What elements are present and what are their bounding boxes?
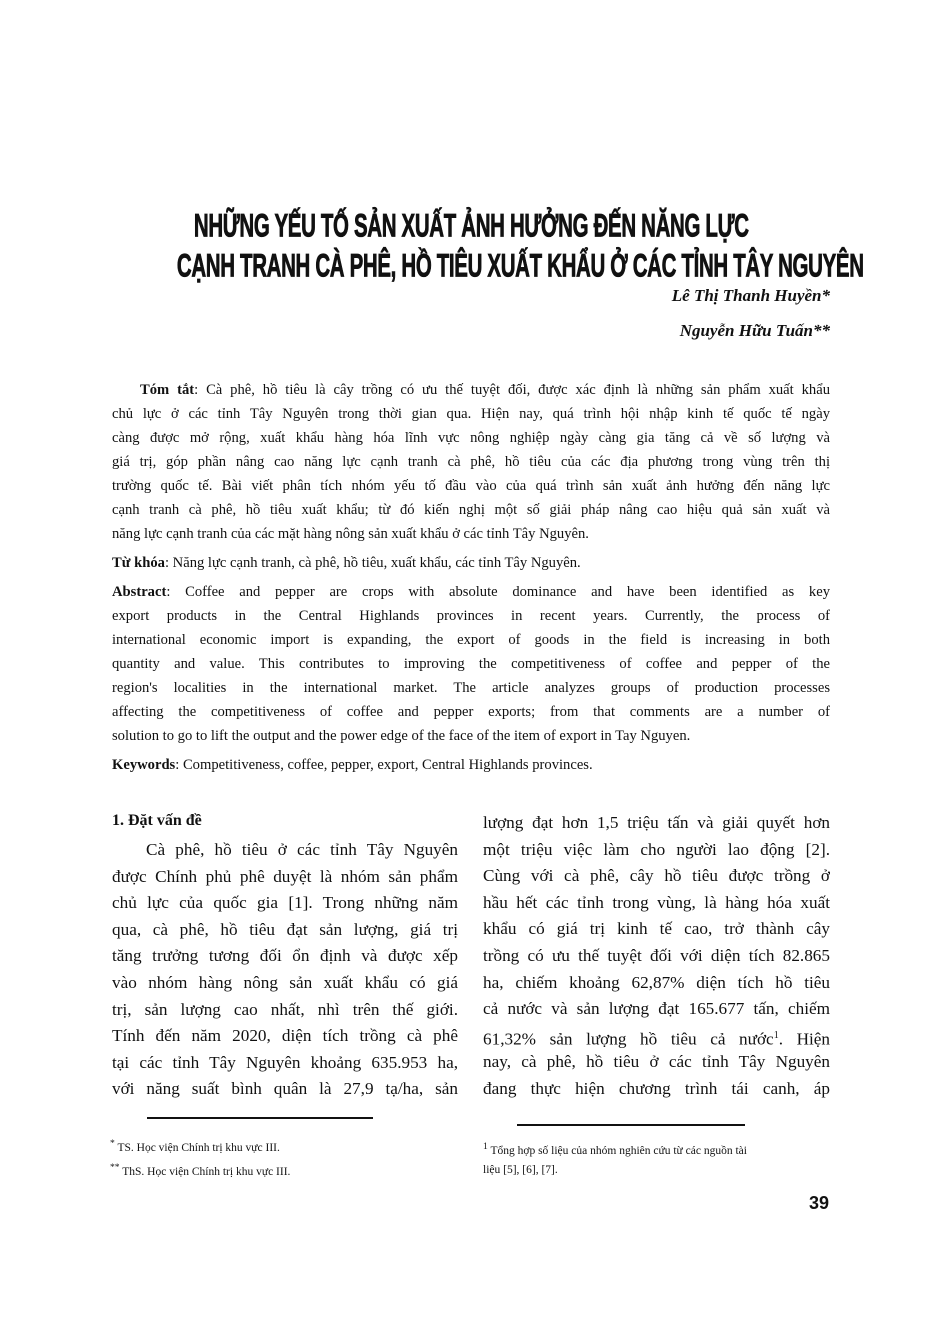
line-text: chủ lực của quốc gia [1]. Trong những năm — [112, 893, 458, 913]
line-text: cả nước và sản lượng đạt 165.677 tấn, chiếm — [483, 999, 830, 1019]
line-text: chủ lực ở các tỉnh Tây Nguyên trong thời gian qua. Hiện nay, quá trình hội nhập kinh tế quốc tế ngày — [112, 406, 830, 422]
text-line — [483, 837, 830, 864]
footnote-text: liệu [5], [6], [7]. — [483, 1163, 558, 1176]
text-line — [112, 426, 830, 450]
line-text: đang thực hiện chương trình tái canh, áp — [483, 1078, 830, 1098]
text-line — [112, 628, 830, 652]
footnote-text: Tổng hợp số liệu của nhóm nghiên cứu từ các nguồn tài — [487, 1144, 747, 1157]
text-line — [112, 837, 458, 864]
keywords-text: : Competitiveness, coffee, pepper, export, Central Highlands provinces. — [175, 757, 593, 773]
footnote-right — [483, 1137, 747, 1180]
line-text: ha, chiếm khoảng 62,87% diện tích hồ tiêu — [483, 972, 830, 992]
paper-title-line-1 — [0, 208, 943, 244]
text-line — [112, 604, 830, 628]
left-column — [112, 837, 458, 1103]
text-line — [112, 1076, 458, 1103]
line-text: trị, sản lượng cao nhất, nhì trên thế giới. — [112, 999, 458, 1019]
title-text: NHỮNG YẾU TỐ SẢN XUẤT ẢNH HƯỞNG ĐẾN NĂNG LỰC — [194, 207, 749, 244]
keywords-english — [112, 753, 830, 777]
line-text: . Hiện — [778, 1029, 830, 1049]
text-line — [112, 450, 830, 474]
line-text: năng lực cạnh tranh của các mặt hàng nông sản xuất khẩu ở các tỉnh Tây Nguyên. — [112, 526, 589, 542]
keywords-label: Từ khóa — [112, 555, 165, 571]
text-line — [112, 580, 830, 604]
text-line — [112, 700, 830, 724]
paragraph-label: Tóm tắt — [140, 382, 195, 398]
line-text: càng được mở rộng, xuất khẩu hàng hóa lĩnh vực nông nghiệp ngày càng gia tăng cả về số lượng và — [112, 430, 830, 446]
text-line — [112, 474, 830, 498]
author-2: Nguyễn Hữu Tuấn** — [679, 321, 830, 340]
paper-title-line-2 — [0, 248, 943, 284]
text-line — [112, 864, 458, 891]
text-line — [112, 724, 830, 748]
summary-vietnamese — [112, 378, 830, 546]
text-line — [483, 916, 830, 943]
keywords-label: Keywords — [112, 757, 176, 773]
footnote-reference: 1 — [773, 1029, 779, 1041]
text-line — [112, 970, 458, 997]
text-line — [483, 1076, 830, 1103]
footnotes-left — [110, 1134, 290, 1182]
line-text: export products in the Central Highlands provinces in recent years. Currently, the process of — [112, 608, 830, 624]
keywords-vietnamese — [112, 551, 830, 575]
footnote-author-1 — [110, 1134, 290, 1158]
line-text: affecting the competitiveness of coffee and pepper exports; from that comments are a number of — [112, 704, 830, 720]
right-column — [483, 810, 830, 1103]
footnote-divider-left — [147, 1117, 373, 1119]
text-line — [483, 996, 830, 1023]
line-text: cạnh tranh cà phê, hồ tiêu xuất khẩu; từ đó kiến nghị một số giải pháp nâng cao hiệu quả sản xuất và — [112, 502, 830, 518]
text-line — [112, 890, 458, 917]
text-line — [112, 917, 458, 944]
line-text: region's localities in the international market. The article analyzes groups of production processes — [112, 680, 830, 696]
line-text: nay, cà phê, hồ tiêu ở các tỉnh Tây Nguyên — [483, 1052, 830, 1072]
text-line — [112, 1023, 458, 1050]
text-line — [112, 943, 458, 970]
line-text: tăng trưởng tương đối ổn định và được xếp — [112, 946, 458, 966]
text-line — [112, 378, 830, 402]
line-text: Cà phê, hồ tiêu ở các tỉnh Tây Nguyên — [146, 840, 458, 859]
line-text: giá trị, góp phần nâng cao năng lực cạnh tranh cà phê, hồ tiêu của các địa phương trong vùng trên thị — [112, 454, 830, 470]
text-line — [112, 997, 458, 1024]
line-text: international economic import is expanding, the export of goods in the field is increasing in both — [112, 632, 830, 648]
text-line — [112, 676, 830, 700]
line-text: solution to go to lift the output and the power edge of the face of the item of export in Tay Nguyen. — [112, 728, 691, 744]
keywords-text: : Năng lực cạnh tranh, cà phê, hồ tiêu, xuất khẩu, các tỉnh Tây Nguyên. — [164, 555, 581, 571]
text-line — [483, 1023, 830, 1050]
section-heading: 1. Đặt vấn đề — [112, 812, 202, 829]
text-line — [483, 1049, 830, 1076]
line-text: một triệu việc làm cho người lao động [2]. — [483, 839, 830, 859]
line-text: được Chính phủ phê duyệt là nhóm sản phẩm — [112, 866, 458, 886]
line-text: 61,32% sản lượng hồ tiêu cả nước — [483, 1029, 774, 1049]
line-text: trồng có ưu thế tuyệt đối với diện tích 82.865 — [483, 945, 830, 965]
line-text: với năng suất bình quân là 27,9 tạ/ha, sản — [112, 1079, 458, 1099]
text-line — [112, 1050, 458, 1077]
text-line — [483, 943, 830, 970]
line-text: : Cà phê, hồ tiêu là cây trồng có ưu thế tuyệt đối, được xác định là những sản phẩm xuất khẩu — [194, 382, 830, 398]
line-text: trường quốc tế. Bài viết phân tích nhóm yếu tố đầu vào của quá trình sản xuất ảnh hưởng đến năng lực — [112, 478, 830, 494]
line-text: Cùng với cà phê, cây hồ tiêu được trồng ở — [483, 866, 830, 886]
page-number: 39 — [809, 1193, 830, 1213]
footnote-mark: ** — [110, 1161, 120, 1173]
text-line — [112, 652, 830, 676]
author-1: Lê Thị Thanh Huyền* — [671, 286, 830, 305]
line-text: Tính đến năm 2020, diện tích trồng cà phê — [112, 1026, 458, 1046]
title-text: CẠNH TRANH CÀ PHÊ, HỒ TIÊU XUẤT KHẨU Ở CÁC TỈNH TÂY NGUYÊN — [176, 247, 864, 284]
text-line — [483, 970, 830, 997]
line-text: qua, cà phê, hồ tiêu đạt sản lượng, giá trị — [112, 919, 458, 939]
text-line — [112, 402, 830, 426]
footnote-text: ThS. Học viện Chính trị khu vực III. — [119, 1165, 291, 1178]
line-text: hầu hết các tỉnh trong vùng, là hàng hóa xuất — [483, 892, 830, 912]
text-line — [483, 810, 830, 837]
line-text: lượng đạt hơn 1,5 triệu tấn và giải quyết hơn — [483, 813, 830, 832]
line-text: tại các tỉnh Tây Nguyên khoảng 635.953 ha, — [112, 1052, 458, 1072]
line-text: : Coffee and pepper are crops with absolute dominance and have been identified as key — [166, 584, 830, 600]
footnote-author-2 — [110, 1158, 290, 1182]
text-line — [483, 863, 830, 890]
line-text: vào nhóm hàng nông sản xuất khẩu có giá — [112, 972, 458, 992]
text-line — [112, 498, 830, 522]
footnote-text: TS. Học viện Chính trị khu vực III. — [114, 1141, 280, 1154]
line-text: khẩu có giá trị kinh tế cao, trở thành cây — [483, 919, 830, 939]
text-line — [112, 522, 830, 546]
text-line — [483, 890, 830, 917]
abstract-english — [112, 580, 830, 748]
footnote-mark: * — [110, 1138, 115, 1149]
line-text: quantity and value. This contributes to improving the competitiveness of coffee and pepper of the — [112, 656, 830, 672]
footnote-mark: 1 — [483, 1141, 488, 1152]
paragraph-label: Abstract — [112, 584, 167, 600]
footnote-divider-right — [517, 1124, 745, 1126]
